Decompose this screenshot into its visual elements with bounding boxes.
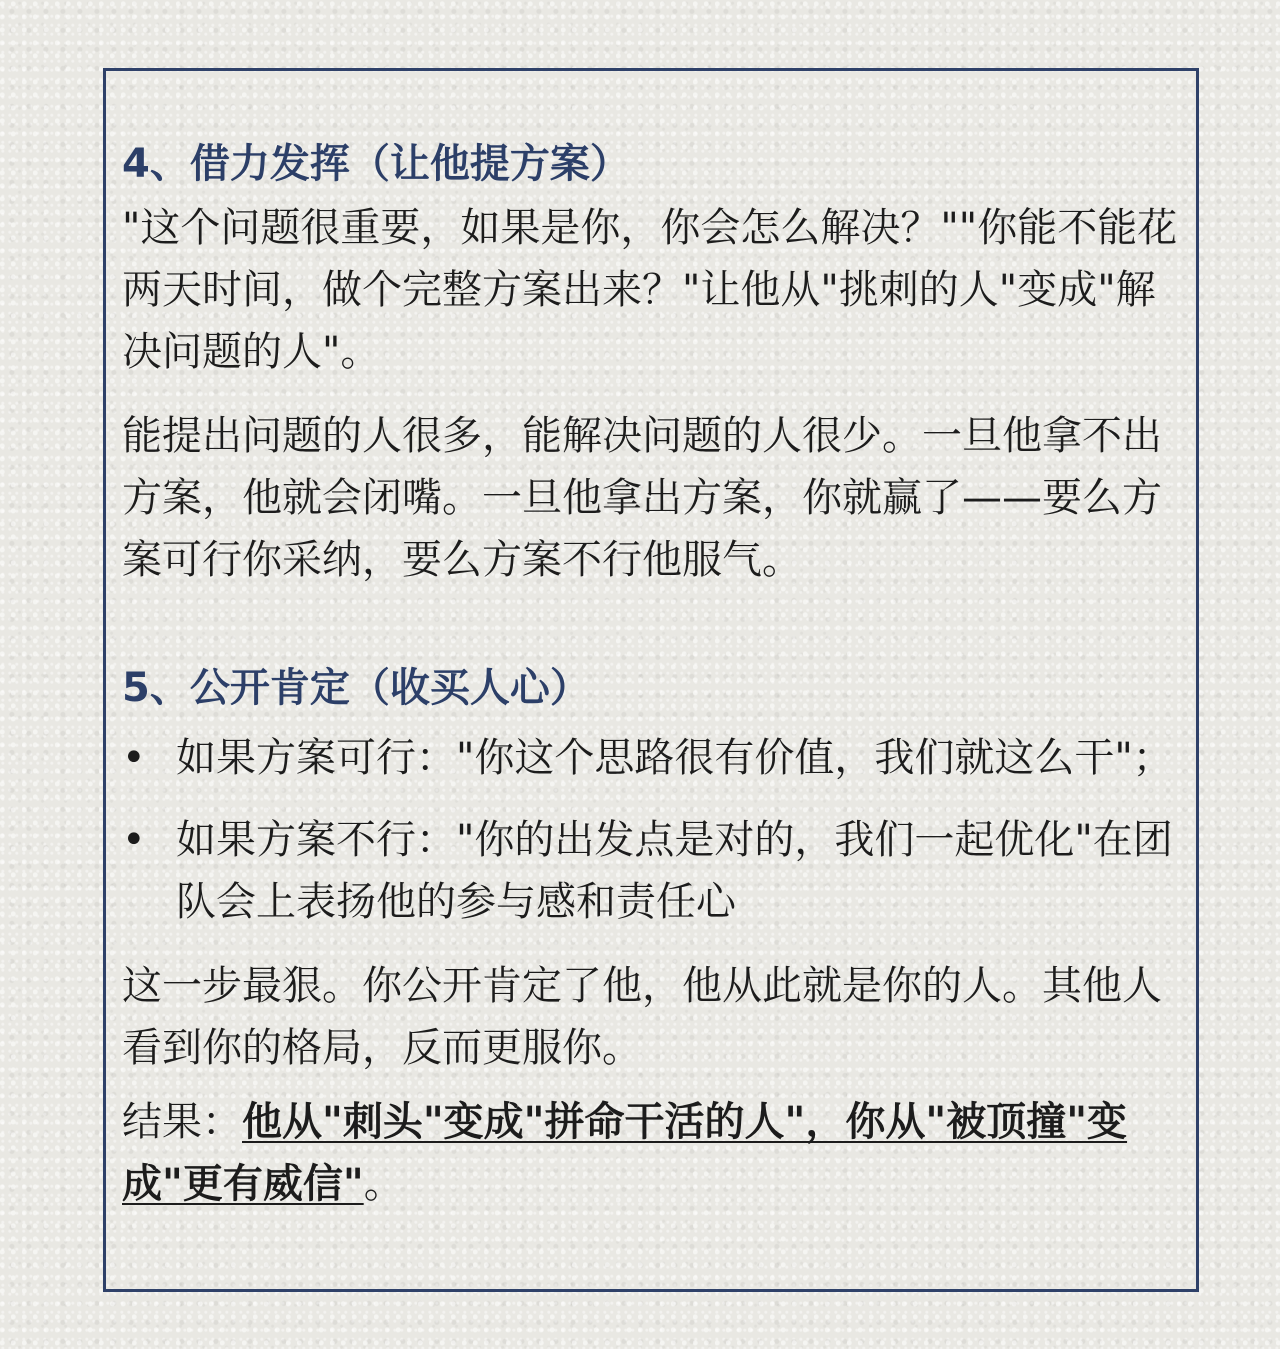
list-item xyxy=(122,809,1182,933)
result-end: 。 xyxy=(363,1161,404,1207)
bullet-text: 如果方案不行："你的出发点是对的，我们一起优化"在团队会上表扬他的参与感和责任心 xyxy=(176,817,1173,925)
section4-explanation-paragraph: 能提出问题的人很多，能解决问题的人很少。一旦他拿不出方案，他就会闭嘴。一旦他拿出方案，你就赢了——要么方案可行你采纳，要么方案不行他服气。 xyxy=(122,413,1162,583)
section5-paragraph: 这一步最狠。你公开肯定了他，他从此就是你的人。其他人看到你的格局，反而更服你。 xyxy=(122,963,1162,1071)
bullet-icon: • xyxy=(122,735,146,781)
bullet-text: 如果方案可行："你这个思路很有价值，我们就这么干"； xyxy=(176,735,1173,781)
section5-heading: 5、公开肯定（收买人心） xyxy=(122,665,590,711)
list-item xyxy=(122,727,1182,789)
bullet-icon: • xyxy=(122,817,146,863)
result-emphasis: 他从"刺头"变成"拼命干活的人"，你从"被顶撞"变成"更有威信" xyxy=(122,1099,1128,1207)
result-label: 结果： xyxy=(122,1099,242,1145)
section5-bullet-list xyxy=(122,727,1182,933)
section4-heading: 4、借力发挥（让他提方案） xyxy=(122,141,630,187)
section4-quote-paragraph: "这个问题很重要，如果是你，你会怎么解决？""你能不能花两天时间，做个完整方案出来？"让他从"挑刺的人"变成"解决问题的人"。 xyxy=(122,205,1178,375)
article-content xyxy=(122,133,1182,1215)
result-paragraph xyxy=(122,1091,1182,1215)
